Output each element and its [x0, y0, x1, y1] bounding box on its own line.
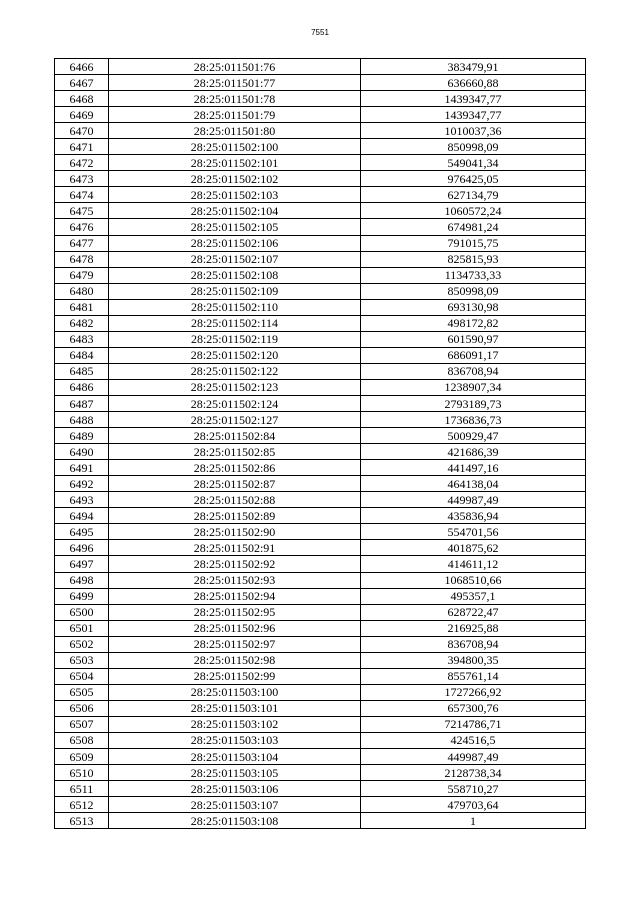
cadastral-value-cell: 636660,88 — [361, 75, 586, 91]
cadastral-value-table — [54, 58, 586, 829]
row-number-cell: 6506 — [55, 700, 109, 716]
cadastral-value-cell: 424516,5 — [361, 732, 586, 748]
table-row — [55, 460, 586, 476]
cadastral-value-cell: 554701,56 — [361, 524, 586, 540]
table-row — [55, 765, 586, 781]
table-row — [55, 572, 586, 588]
table-row — [55, 331, 586, 347]
cadastral-number-cell: 28:25:011502:107 — [109, 251, 361, 267]
cadastral-number-cell: 28:25:011502:88 — [109, 492, 361, 508]
row-number-cell: 6480 — [55, 283, 109, 299]
cadastral-value-cell: 2793189,73 — [361, 395, 586, 411]
table-row — [55, 508, 586, 524]
table-row — [55, 797, 586, 813]
table-row — [55, 540, 586, 556]
row-number-cell: 6470 — [55, 123, 109, 139]
row-number-cell: 6499 — [55, 588, 109, 604]
table-row — [55, 492, 586, 508]
row-number-cell: 6500 — [55, 604, 109, 620]
row-number-cell: 6468 — [55, 91, 109, 107]
cadastral-value-cell: 549041,34 — [361, 155, 586, 171]
row-number-cell: 6488 — [55, 412, 109, 428]
cadastral-value-cell: 825815,93 — [361, 251, 586, 267]
row-number-cell: 6511 — [55, 781, 109, 797]
row-number-cell: 6483 — [55, 331, 109, 347]
table-row — [55, 203, 586, 219]
table-row — [55, 813, 586, 829]
cadastral-number-cell: 28:25:011502:93 — [109, 572, 361, 588]
cadastral-number-cell: 28:25:011502:95 — [109, 604, 361, 620]
cadastral-value-cell: 850998,09 — [361, 139, 586, 155]
cadastral-number-cell: 28:25:011503:105 — [109, 765, 361, 781]
cadastral-number-cell: 28:25:011502:114 — [109, 315, 361, 331]
cadastral-value-cell: 558710,27 — [361, 781, 586, 797]
cadastral-number-cell: 28:25:011502:99 — [109, 668, 361, 684]
cadastral-number-cell: 28:25:011502:104 — [109, 203, 361, 219]
cadastral-value-cell: 435836,94 — [361, 508, 586, 524]
row-number-cell: 6510 — [55, 765, 109, 781]
row-number-cell: 6507 — [55, 716, 109, 732]
cadastral-number-cell: 28:25:011501:80 — [109, 123, 361, 139]
cadastral-number-cell: 28:25:011502:84 — [109, 428, 361, 444]
cadastral-number-cell: 28:25:011502:98 — [109, 652, 361, 668]
cadastral-value-cell: 500929,47 — [361, 428, 586, 444]
cadastral-value-cell: 383479,91 — [361, 59, 586, 75]
cadastral-value-cell: 686091,17 — [361, 347, 586, 363]
table-row — [55, 444, 586, 460]
cadastral-value-cell: 850998,09 — [361, 283, 586, 299]
table-row — [55, 379, 586, 395]
table-row — [55, 315, 586, 331]
row-number-cell: 6491 — [55, 460, 109, 476]
cadastral-value-cell: 216925,88 — [361, 620, 586, 636]
cadastral-number-cell: 28:25:011503:108 — [109, 813, 361, 829]
cadastral-value-cell: 1727266,92 — [361, 684, 586, 700]
cadastral-number-cell: 28:25:011502:108 — [109, 267, 361, 283]
table-row — [55, 476, 586, 492]
table-row — [55, 395, 586, 411]
row-number-cell: 6487 — [55, 395, 109, 411]
row-number-cell: 6492 — [55, 476, 109, 492]
cadastral-number-cell: 28:25:011501:77 — [109, 75, 361, 91]
row-number-cell: 6494 — [55, 508, 109, 524]
cadastral-value-cell: 498172,82 — [361, 315, 586, 331]
table-body — [55, 59, 586, 829]
table-row — [55, 668, 586, 684]
cadastral-number-cell: 28:25:011503:107 — [109, 797, 361, 813]
row-number-cell: 6502 — [55, 636, 109, 652]
cadastral-value-cell: 791015,75 — [361, 235, 586, 251]
row-number-cell: 6497 — [55, 556, 109, 572]
table-row — [55, 749, 586, 765]
table-row — [55, 620, 586, 636]
cadastral-value-cell: 1134733,33 — [361, 267, 586, 283]
table-row — [55, 283, 586, 299]
cadastral-number-cell: 28:25:011502:90 — [109, 524, 361, 540]
cadastral-value-cell: 657300,76 — [361, 700, 586, 716]
cadastral-number-cell: 28:25:011502:124 — [109, 395, 361, 411]
cadastral-number-cell: 28:25:011502:122 — [109, 363, 361, 379]
cadastral-value-cell: 1010037,36 — [361, 123, 586, 139]
row-number-cell: 6486 — [55, 379, 109, 395]
row-number-cell: 6498 — [55, 572, 109, 588]
row-number-cell: 6496 — [55, 540, 109, 556]
cadastral-value-cell: 836708,94 — [361, 363, 586, 379]
row-number-cell: 6512 — [55, 797, 109, 813]
cadastral-value-cell: 1068510,66 — [361, 572, 586, 588]
cadastral-number-cell: 28:25:011502:97 — [109, 636, 361, 652]
table-row — [55, 171, 586, 187]
cadastral-number-cell: 28:25:011502:127 — [109, 412, 361, 428]
row-number-cell: 6481 — [55, 299, 109, 315]
cadastral-number-cell: 28:25:011503:102 — [109, 716, 361, 732]
row-number-cell: 6485 — [55, 363, 109, 379]
row-number-cell: 6513 — [55, 813, 109, 829]
cadastral-value-cell: 449987,49 — [361, 749, 586, 765]
cadastral-number-cell: 28:25:011502:96 — [109, 620, 361, 636]
cadastral-number-cell: 28:25:011503:103 — [109, 732, 361, 748]
row-number-cell: 6505 — [55, 684, 109, 700]
table-row — [55, 347, 586, 363]
table-row — [55, 524, 586, 540]
cadastral-number-cell: 28:25:011502:92 — [109, 556, 361, 572]
cadastral-number-cell: 28:25:011502:123 — [109, 379, 361, 395]
table-row — [55, 412, 586, 428]
row-number-cell: 6489 — [55, 428, 109, 444]
row-number-cell: 6482 — [55, 315, 109, 331]
table-row — [55, 781, 586, 797]
table-row — [55, 684, 586, 700]
table-row — [55, 556, 586, 572]
cadastral-value-cell: 464138,04 — [361, 476, 586, 492]
row-number-cell: 6471 — [55, 139, 109, 155]
table-row — [55, 251, 586, 267]
table-row — [55, 299, 586, 315]
table-row — [55, 363, 586, 379]
row-number-cell: 6504 — [55, 668, 109, 684]
cadastral-value-cell: 479703,64 — [361, 797, 586, 813]
cadastral-number-cell: 28:25:011502:86 — [109, 460, 361, 476]
cadastral-value-cell: 394800,35 — [361, 652, 586, 668]
cadastral-number-cell: 28:25:011502:89 — [109, 508, 361, 524]
cadastral-number-cell: 28:25:011503:106 — [109, 781, 361, 797]
cadastral-value-cell: 976425,05 — [361, 171, 586, 187]
cadastral-number-cell: 28:25:011502:85 — [109, 444, 361, 460]
row-number-cell: 6472 — [55, 155, 109, 171]
cadastral-number-cell: 28:25:011502:101 — [109, 155, 361, 171]
cadastral-value-cell: 421686,39 — [361, 444, 586, 460]
cadastral-number-cell: 28:25:011503:100 — [109, 684, 361, 700]
row-number-cell: 6466 — [55, 59, 109, 75]
table-row — [55, 59, 586, 75]
cadastral-value-cell: 836708,94 — [361, 636, 586, 652]
table-row — [55, 652, 586, 668]
table-row — [55, 75, 586, 91]
cadastral-value-cell: 441497,16 — [361, 460, 586, 476]
table-row — [55, 604, 586, 620]
cadastral-number-cell: 28:25:011502:109 — [109, 283, 361, 299]
row-number-cell: 6509 — [55, 749, 109, 765]
cadastral-value-cell: 1238907,34 — [361, 379, 586, 395]
cadastral-number-cell: 28:25:011502:87 — [109, 476, 361, 492]
row-number-cell: 6490 — [55, 444, 109, 460]
cadastral-number-cell: 28:25:011502:119 — [109, 331, 361, 347]
cadastral-number-cell: 28:25:011501:78 — [109, 91, 361, 107]
cadastral-value-cell: 2128738,34 — [361, 765, 586, 781]
cadastral-value-cell: 7214786,71 — [361, 716, 586, 732]
row-number-cell: 6476 — [55, 219, 109, 235]
cadastral-value-cell: 449987,49 — [361, 492, 586, 508]
row-number-cell: 6479 — [55, 267, 109, 283]
table-row — [55, 155, 586, 171]
table-row — [55, 123, 586, 139]
row-number-cell: 6508 — [55, 732, 109, 748]
row-number-cell: 6503 — [55, 652, 109, 668]
cadastral-number-cell: 28:25:011501:79 — [109, 107, 361, 123]
row-number-cell: 6493 — [55, 492, 109, 508]
row-number-cell: 6484 — [55, 347, 109, 363]
table-row — [55, 428, 586, 444]
cadastral-value-cell: 627134,79 — [361, 187, 586, 203]
page-number: 7551 — [311, 28, 329, 37]
cadastral-value-cell: 1439347,77 — [361, 107, 586, 123]
cadastral-value-cell: 1736836,73 — [361, 412, 586, 428]
cadastral-number-cell: 28:25:011502:103 — [109, 187, 361, 203]
row-number-cell: 6477 — [55, 235, 109, 251]
table-row — [55, 716, 586, 732]
cadastral-number-cell: 28:25:011501:76 — [109, 59, 361, 75]
row-number-cell: 6467 — [55, 75, 109, 91]
cadastral-value-cell: 1439347,77 — [361, 91, 586, 107]
table-row — [55, 732, 586, 748]
row-number-cell: 6474 — [55, 187, 109, 203]
table-row — [55, 636, 586, 652]
cadastral-number-cell: 28:25:011502:120 — [109, 347, 361, 363]
cadastral-number-cell: 28:25:011502:91 — [109, 540, 361, 556]
cadastral-value-cell: 674981,24 — [361, 219, 586, 235]
cadastral-number-cell: 28:25:011502:100 — [109, 139, 361, 155]
table-row — [55, 139, 586, 155]
cadastral-value-cell: 495357,1 — [361, 588, 586, 604]
cadastral-number-cell: 28:25:011502:94 — [109, 588, 361, 604]
row-number-cell: 6478 — [55, 251, 109, 267]
cadastral-value-cell: 1060572,24 — [361, 203, 586, 219]
table-row — [55, 107, 586, 123]
cadastral-number-cell: 28:25:011502:102 — [109, 171, 361, 187]
table-row — [55, 219, 586, 235]
cadastral-number-cell: 28:25:011502:106 — [109, 235, 361, 251]
row-number-cell: 6469 — [55, 107, 109, 123]
cadastral-value-cell: 601590,97 — [361, 331, 586, 347]
row-number-cell: 6473 — [55, 171, 109, 187]
cadastral-value-cell: 855761,14 — [361, 668, 586, 684]
row-number-cell: 6475 — [55, 203, 109, 219]
cadastral-number-cell: 28:25:011503:104 — [109, 749, 361, 765]
cadastral-value-cell: 401875,62 — [361, 540, 586, 556]
table-row — [55, 700, 586, 716]
table-row — [55, 235, 586, 251]
cadastral-value-cell: 628722,47 — [361, 604, 586, 620]
row-number-cell: 6501 — [55, 620, 109, 636]
cadastral-value-cell: 1 — [361, 813, 586, 829]
table-row — [55, 187, 586, 203]
row-number-cell: 6495 — [55, 524, 109, 540]
table-row — [55, 588, 586, 604]
cadastral-number-cell: 28:25:011502:110 — [109, 299, 361, 315]
cadastral-number-cell: 28:25:011503:101 — [109, 700, 361, 716]
table-row — [55, 91, 586, 107]
cadastral-value-cell: 693130,98 — [361, 299, 586, 315]
cadastral-number-cell: 28:25:011502:105 — [109, 219, 361, 235]
cadastral-value-cell: 414611,12 — [361, 556, 586, 572]
table-row — [55, 267, 586, 283]
